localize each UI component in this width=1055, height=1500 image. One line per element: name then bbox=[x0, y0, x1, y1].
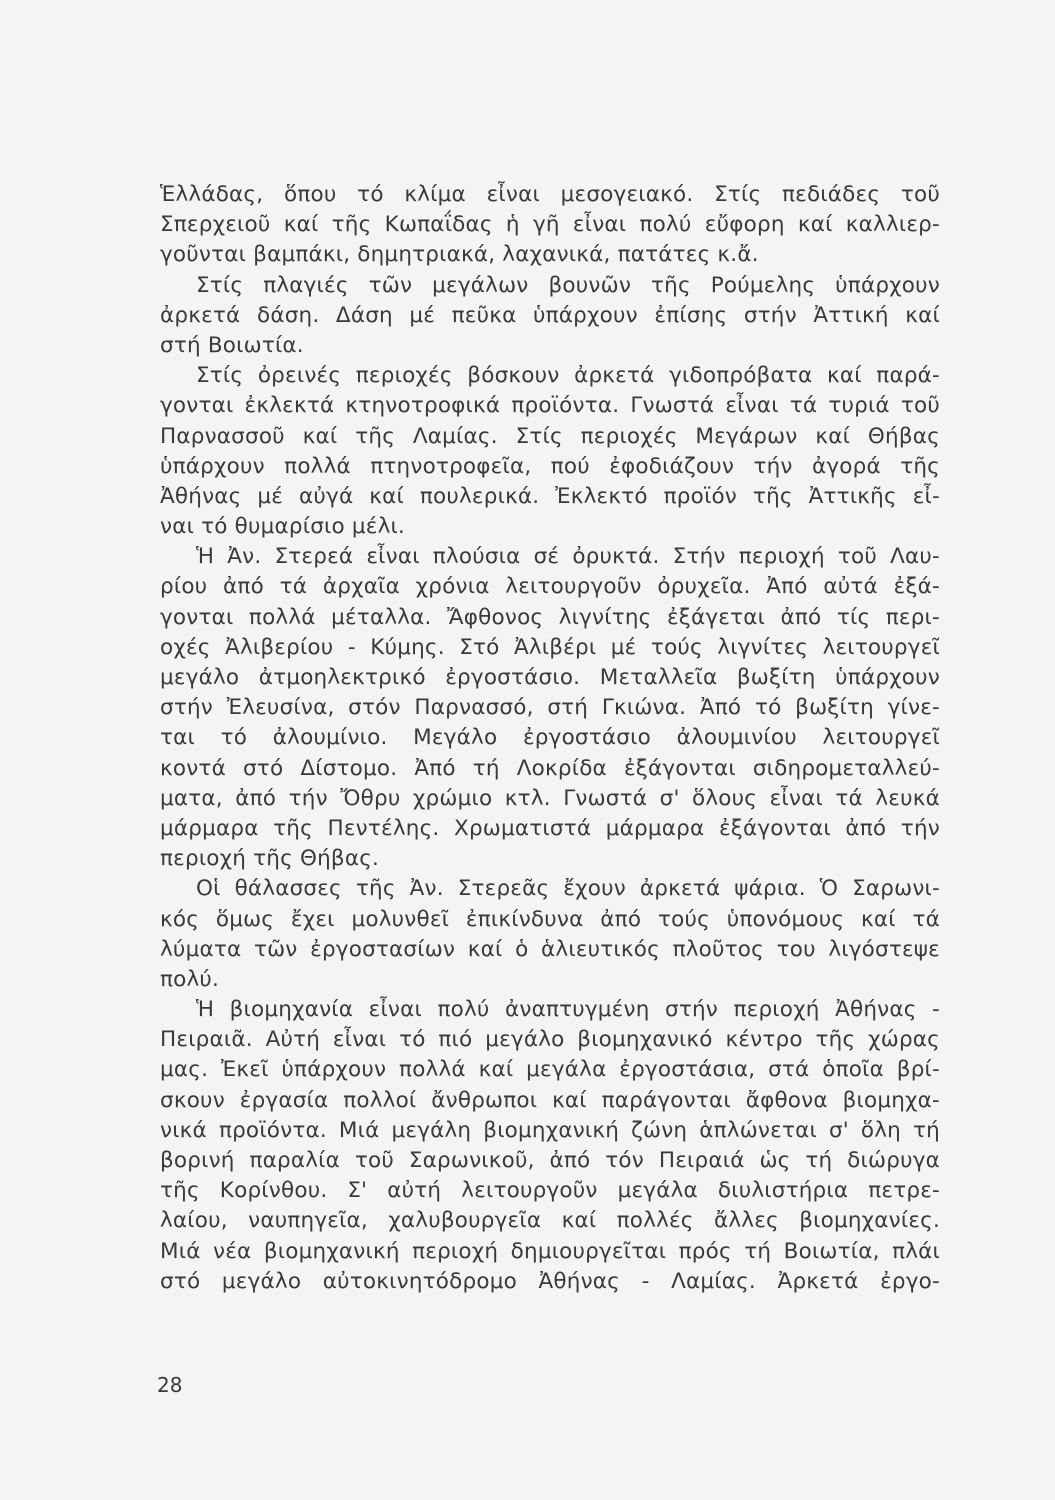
body-text bbox=[160, 180, 940, 1297]
text-line: κός ὅμως ἔχει μολυνθεῖ ἐπικίνδυνα ἀπό τούς ὑπονόμους καί τά bbox=[160, 906, 940, 932]
text-line: βορινή παραλία τοῦ Σαρωνικοῦ, ἀπό τόν Πειραιά ὡς τή διώρυγα bbox=[160, 1148, 940, 1173]
text-line: Σπερχειοῦ καί τῆς Κωπαΐδας ἡ γῆ εἶναι πολύ εὔφορη καί καλλιερ- bbox=[160, 212, 940, 238]
text-line: ναι τό θυμαρίσιο μέλι. bbox=[160, 514, 406, 540]
text-line: Ἡ βιομηχανία εἶναι πολύ ἀναπτυγμένη στήν περιοχή Ἀθήνας - bbox=[196, 997, 940, 1023]
text-line: Ἑλλάδας, ὅπου τό κλίμα εἶναι μεσογειακό. Στίς πεδιάδες τοῦ bbox=[160, 182, 940, 207]
text-line: οχές Ἀλιβερίου - Κύμης. Στό Ἀλιβέρι μέ τούς λιγνίτες λειτουργεῖ bbox=[160, 634, 940, 660]
text-line: Στίς ὀρεινές περιοχές βόσκουν ἀρκετά γιδοπρόβατα καί παρά- bbox=[196, 363, 940, 389]
text-line: Στίς πλαγιές τῶν μεγάλων βουνῶν τῆς Ρούμελης ὑπάρχουν bbox=[196, 272, 940, 298]
text-line: κοντά στό Δίστομο. Ἀπό τή Λοκρίδα ἐξάγονται σιδηρομεταλλεύ- bbox=[160, 755, 940, 781]
text-line: ματα, ἀπό τήν Ὄθρυ χρώμιο κτλ. Γνωστά σ' ὅλους εἶναι τά λευκά bbox=[160, 785, 940, 811]
text-line: γοῦνται βαμπάκι, δημητριακά, λαχανικά, πατάτες κ.ἄ. bbox=[160, 242, 759, 268]
text-line: νικά προϊόντα. Μιά μεγάλη βιομηχανική ζώνη ἁπλώνεται σ' ὅλη τή bbox=[160, 1117, 940, 1143]
text-line: λύματα τῶν ἐργοστασίων καί ὁ ἁλιευτικός πλοῦτος του λιγόστεψε bbox=[160, 936, 940, 962]
text-line: μάρμαρα τῆς Πεντέλης. Χρωματιστά μάρμαρα ἐξάγονται ἀπό τήν bbox=[160, 815, 940, 841]
text-line: στήν Ἐλευσίνα, στόν Παρνασσό, στή Γκιώνα. Ἀπό τό βωξίτη γίνε- bbox=[160, 695, 940, 721]
text-line: στό μεγάλο αὐτοκινητόδρομο Ἀθήνας - Λαμίας. Ἀρκετά ἐργο- bbox=[160, 1268, 940, 1294]
text-line: Μιά νέα βιομηχανική περιοχή δημιουργεῖται πρός τή Βοιωτία, πλάι bbox=[160, 1238, 940, 1264]
text-line: γονται πολλά μέταλλα. Ἄφθονος λιγνίτης ἐξάγεται ἀπό τίς περι- bbox=[160, 604, 940, 630]
text-line: Ἀθήνας μέ αὐγά καί πουλερικά. Ἐκλεκτό προϊόν τῆς Ἀττικῆς εἶ- bbox=[160, 483, 940, 509]
text-line: μας. Ἐκεῖ ὑπάρχουν πολλά καί μεγάλα ἐργοστάσια, στά ὁποῖα βρί- bbox=[160, 1057, 940, 1083]
text-line: ἀρκετά δάση. Δάση μέ πεῦκα ὑπάρχουν ἐπίσης στήν Ἀττική καί bbox=[160, 302, 940, 328]
page-number: 28 bbox=[157, 1373, 183, 1397]
text-line: στή Βοιωτία. bbox=[160, 332, 304, 358]
text-line: τῆς Κορίνθου. Σ' αὐτή λειτουργοῦν μεγάλα διυλιστήρια πετρε- bbox=[160, 1178, 940, 1204]
text-line: Οἱ θάλασσες τῆς Ἀν. Στερεᾶς ἔχουν ἀρκετά ψάρια. Ὁ Σαρωνι- bbox=[196, 876, 940, 902]
text-line: Ἡ Ἀν. Στερεά εἶναι πλούσια σέ ὀρυκτά. Στήν περιοχή τοῦ Λαυ- bbox=[196, 544, 940, 570]
text-line: ὑπάρχουν πολλά πτηνοτροφεῖα, πού ἐφοδιάζουν τήν ἀγορά τῆς bbox=[160, 453, 940, 479]
text-line: πολύ. bbox=[160, 966, 220, 992]
text-line: γονται ἐκλεκτά κτηνοτροφικά προϊόντα. Γνωστά εἶναι τά τυριά τοῦ bbox=[160, 393, 940, 419]
text-line: σκουν ἐργασία πολλοί ἄνθρωποι καί παράγονται ἄφθονα βιομηχα- bbox=[160, 1087, 940, 1113]
text-line: περιοχή τῆς Θήβας. bbox=[160, 846, 380, 872]
text-line: Παρνασσοῦ καί τῆς Λαμίας. Στίς περιοχές Μεγάρων καί Θήβας bbox=[160, 423, 940, 449]
text-line: Πειραιᾶ. Αὐτή εἶναι τό πιό μεγάλο βιομηχανικό κέντρο τῆς χώρας bbox=[160, 1027, 940, 1053]
text-line: ρίου ἀπό τά ἀρχαῖα χρόνια λειτουργοῦν ὀρυχεῖα. Ἀπό αὐτά ἐξά- bbox=[160, 574, 940, 600]
text-line: μεγάλο ἀτμοηλεκτρικό ἐργοστάσιο. Μεταλλεῖα βωξίτη ὑπάρχουν bbox=[160, 665, 940, 690]
text-line: λαίου, ναυπηγεῖα, χαλυβουργεῖα καί πολλές ἄλλες βιομηχανίες. bbox=[160, 1208, 940, 1234]
text-line: ται τό ἀλουμίνιο. Μεγάλο ἐργοστάσιο ἀλουμινίου λειτουργεῖ bbox=[160, 725, 940, 751]
